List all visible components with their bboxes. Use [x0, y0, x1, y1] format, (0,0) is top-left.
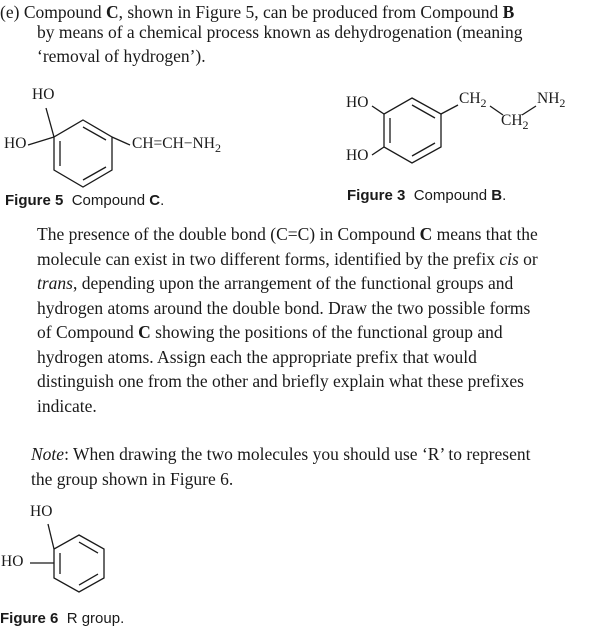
question-paragraph: The presence of the double bond (C=C) in Compound C means that the molecule can exist in two different forms, identified by the prefix cis or trans, depending upon the arrangement of the functional groups and hydrogen atoms around the double bond. Draw the two possible forms of Compound C showing the positions of the functional group and hydrogen atoms. Assign each the appropriate prefix that would distinguish one from the other and briefly explain what these prefixes indicate.: [37, 224, 538, 416]
question-intro: (e) Compound C, shown in Figure 5, can be produced from Compound B: [0, 2, 515, 22]
fig3-ch2-first: $CH_2$: [459, 90, 487, 111]
fig3-ho-top: HO: [346, 94, 369, 111]
fig5-ho-left: HO: [4, 135, 27, 152]
question-line-3: ‘removal of hydrogen’).: [37, 46, 206, 66]
figure-6-caption: Figure 6 R group.: [0, 610, 125, 627]
fig3-ch2-second: $CH_2$: [501, 112, 529, 133]
fig5-side-chain: $CH=CH-NH_2$: [132, 135, 221, 156]
fig6-ho-top: HO: [30, 503, 53, 520]
note-label: Note: [31, 444, 65, 464]
question-line-2: by means of a chemical process known as dehydrogenation (meaning: [37, 22, 523, 42]
fig3-nh2: $NH_2$: [537, 90, 566, 111]
question-label: (e): [0, 2, 20, 22]
figure-3-caption: Figure 3 Compound B.: [347, 187, 507, 204]
note-paragraph: Note: When drawing the two molecules you should use ‘R’ to represent the group shown in Figure 6.: [31, 444, 531, 489]
figure-5-caption: Figure 5 Compound C.: [5, 192, 165, 209]
fig3-ho-bottom: HO: [346, 147, 369, 164]
fig5-ho-top: HO: [32, 86, 55, 103]
fig6-ho-left: HO: [1, 553, 24, 570]
